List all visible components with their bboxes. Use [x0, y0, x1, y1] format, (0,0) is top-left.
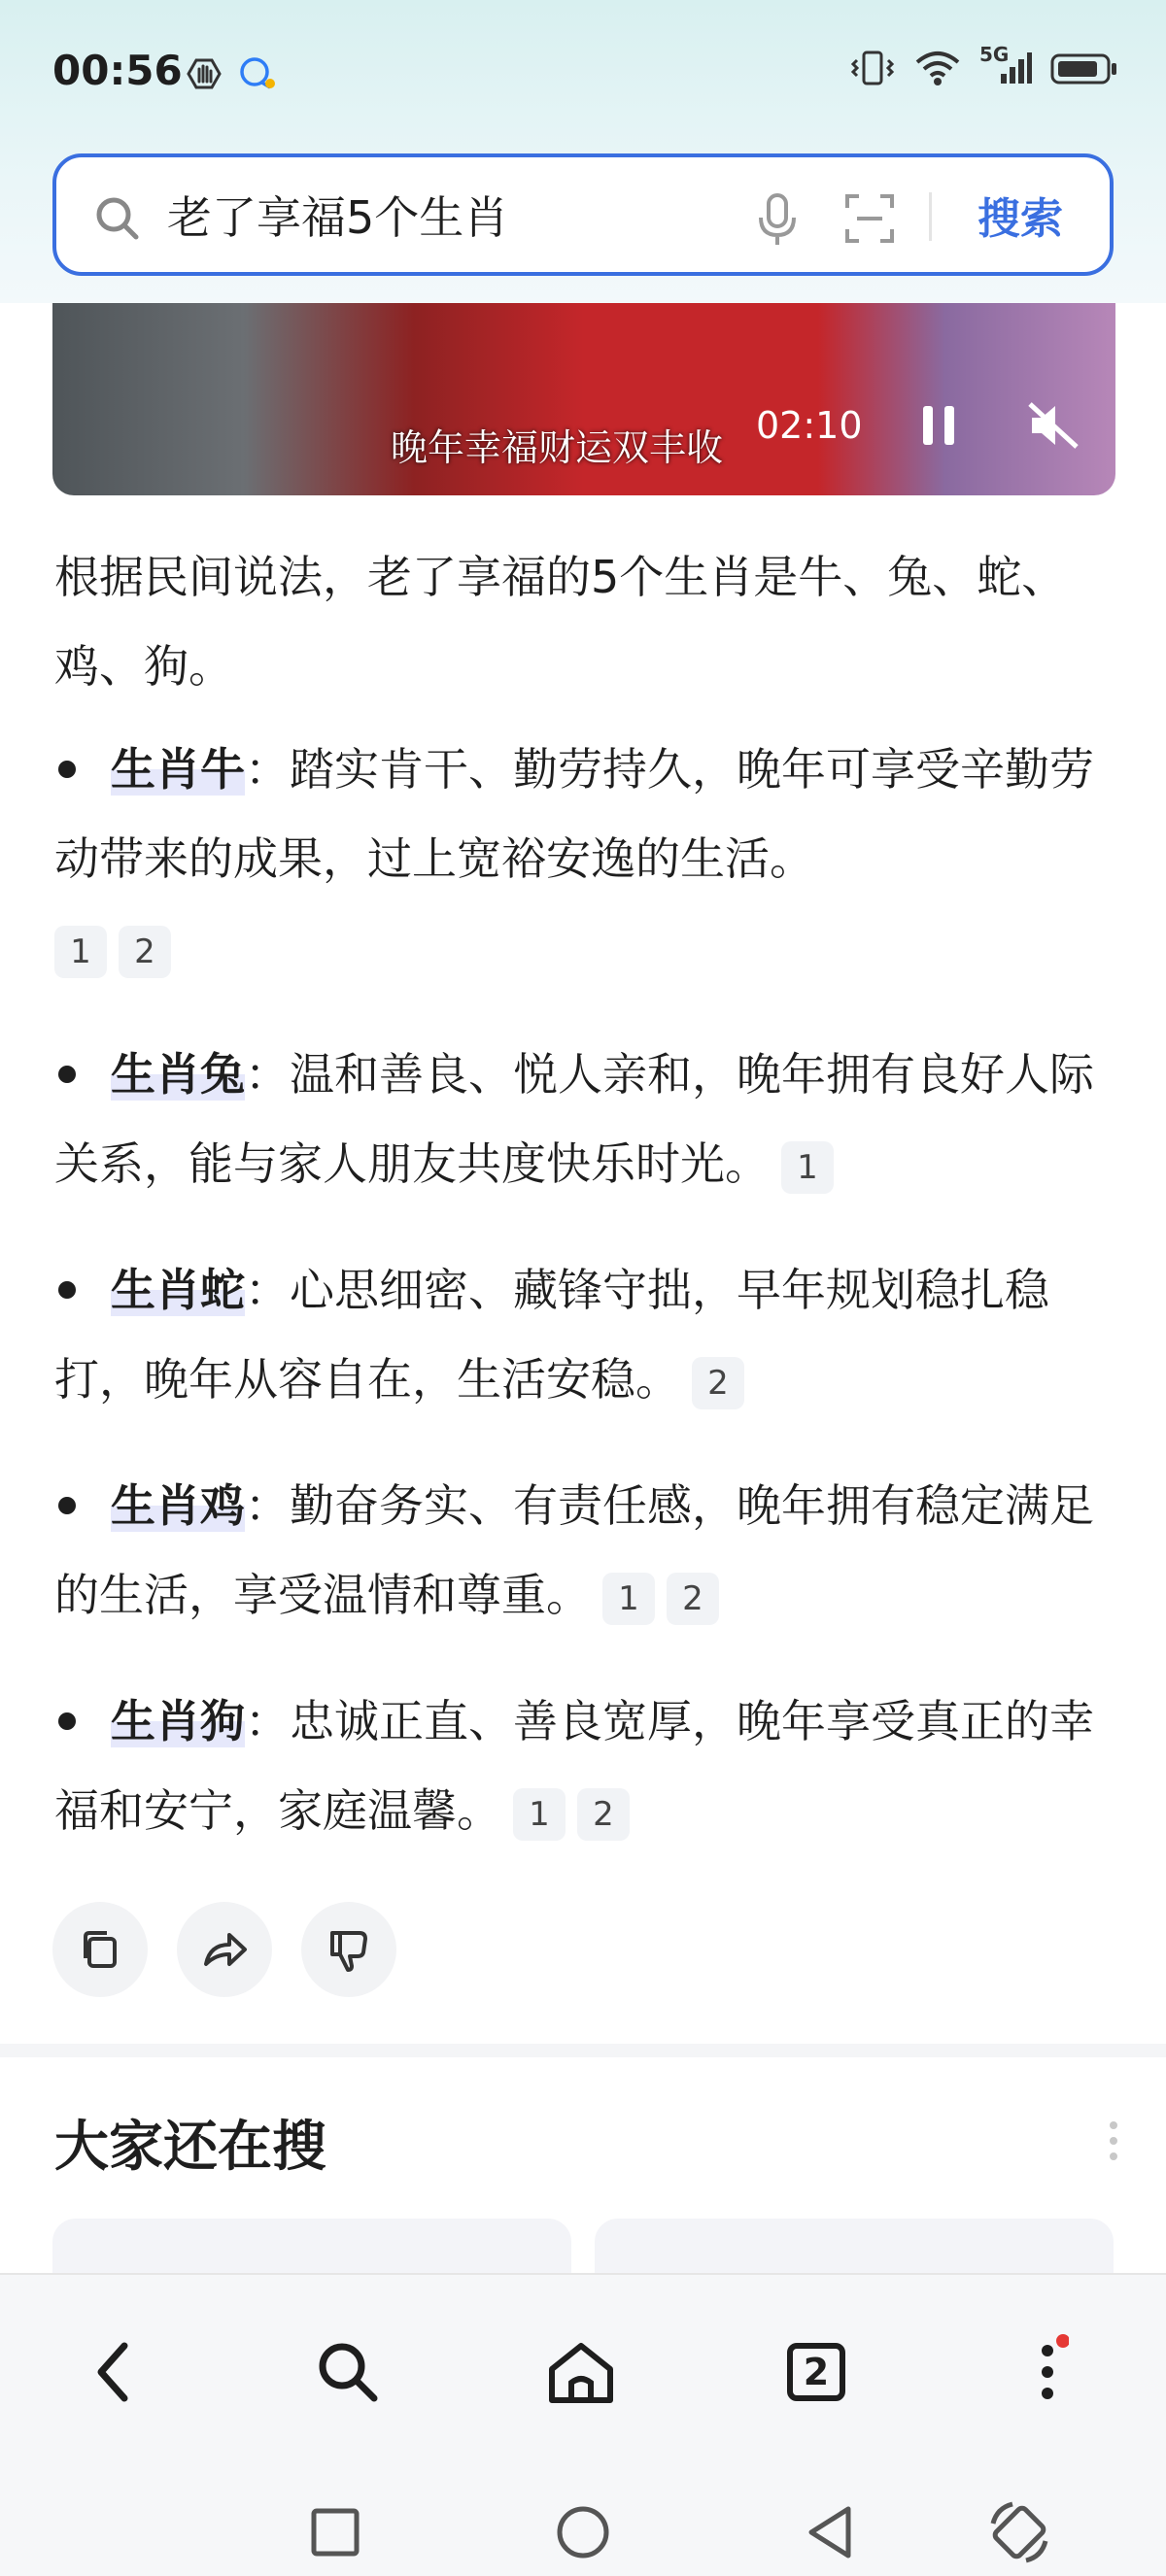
- square-icon: [308, 2505, 362, 2559]
- pause-icon[interactable]: [911, 398, 966, 457]
- status-bar: [0, 0, 1166, 146]
- item-term[interactable]: 生肖蛇: [111, 1264, 245, 1316]
- section-divider: [0, 2044, 1166, 2057]
- wifi-icon: [913, 49, 962, 91]
- search-input[interactable]: 老了享福5个生肖: [167, 191, 509, 244]
- citation-badge[interactable]: 1: [781, 1141, 834, 1194]
- search-icon: [314, 2338, 382, 2406]
- ai-answer: [54, 532, 1114, 1892]
- answer-actions: [52, 1902, 396, 1997]
- status-time: 00:56: [52, 47, 183, 94]
- circle-icon: [554, 2503, 612, 2561]
- list-item: [54, 1461, 1114, 1640]
- item-text: ：温和善良、悦人亲和，晚年拥有良好人际关系，能与家人朋友共度快乐时光。: [54, 1048, 1094, 1190]
- vibrate-icon: [849, 49, 896, 91]
- system-home-button[interactable]: [539, 2489, 627, 2576]
- search-divider: [929, 192, 932, 241]
- tab-count: 2: [787, 2343, 845, 2401]
- triangle-back-icon: [804, 2503, 858, 2561]
- item-text: ：踏实肯干、勤劳持久，晚年可享受辛勤劳动带来的成果，过上宽裕安逸的生活。: [54, 743, 1094, 885]
- list-item: [54, 1677, 1114, 1855]
- item-text: ：勤奋务实、有责任感，晚年拥有稳定满足的生活，享受温情和尊重。: [54, 1479, 1094, 1621]
- share-button[interactable]: [177, 1902, 272, 1997]
- item-term[interactable]: 生肖牛: [111, 743, 245, 796]
- citation-badge[interactable]: 2: [119, 926, 171, 978]
- search-button[interactable]: 搜索: [977, 194, 1063, 244]
- home-icon: [544, 2338, 618, 2406]
- home-button[interactable]: [532, 2323, 630, 2421]
- related-searches-title: 大家还在搜: [54, 2116, 326, 2179]
- status-indicators: [849, 43, 1119, 91]
- back-icon: [86, 2338, 144, 2406]
- bullet-dot: [58, 1497, 76, 1514]
- item-term[interactable]: 生肖狗: [111, 1695, 245, 1747]
- hand-icon: [183, 54, 225, 93]
- menu-button[interactable]: [1001, 2323, 1098, 2421]
- item-term[interactable]: 生肖兔: [111, 1048, 245, 1101]
- more-vertical-icon: [1030, 2333, 1069, 2411]
- list-item: [54, 725, 1114, 993]
- bullet-dot: [58, 761, 76, 778]
- citation-badge[interactable]: 2: [667, 1573, 719, 1625]
- tabs-button[interactable]: [768, 2323, 865, 2421]
- recents-button[interactable]: [292, 2489, 379, 2576]
- search-bar[interactable]: [52, 153, 1114, 276]
- mute-icon[interactable]: [1024, 398, 1082, 457]
- system-back-button[interactable]: [787, 2489, 874, 2576]
- rotate-icon: [985, 2498, 1053, 2566]
- citation-badge[interactable]: 2: [692, 1357, 744, 1409]
- citation-badge[interactable]: 1: [513, 1788, 566, 1841]
- back-button[interactable]: [66, 2323, 163, 2421]
- answer-intro: 根据民间说法，老了享福的5个生肖是牛、兔、蛇、鸡、狗。: [54, 551, 1067, 693]
- citation-badge[interactable]: 1: [54, 926, 107, 978]
- search-nav-button[interactable]: [299, 2323, 396, 2421]
- list-item: [54, 1245, 1114, 1424]
- bullet-dot: [58, 1712, 76, 1730]
- chat-app-icon: [237, 54, 280, 93]
- video-duration: 02:10: [756, 404, 863, 447]
- thumbs-down-icon: [325, 1925, 373, 1974]
- search-icon: [93, 194, 142, 247]
- scan-icon[interactable]: [843, 192, 896, 249]
- item-text: ：心思细密、藏锋守拙，早年规划稳扎稳打，晚年从容自在，生活安稳。: [54, 1264, 1049, 1406]
- rotate-button[interactable]: [976, 2489, 1063, 2576]
- battery-icon: [1049, 49, 1119, 91]
- dislike-button[interactable]: [301, 1902, 396, 1997]
- citation-badge[interactable]: 2: [577, 1788, 630, 1841]
- copy-icon: [76, 1925, 124, 1974]
- browser-bottom-bar: [0, 2273, 1166, 2576]
- item-text: ：忠诚正直、善良宽厚，晚年享受真正的幸福和安宁，家庭温馨。: [54, 1695, 1094, 1837]
- share-icon: [200, 1925, 249, 1974]
- bullet-dot: [58, 1066, 76, 1083]
- item-term[interactable]: 生肖鸡: [111, 1479, 245, 1532]
- list-item: [54, 1030, 1114, 1208]
- copy-button[interactable]: [52, 1902, 148, 1997]
- more-options-icon[interactable]: [1106, 2118, 1121, 2168]
- video-caption: 晚年幸福财运双丰收: [391, 426, 724, 469]
- signal-icon: [979, 43, 1032, 91]
- microphone-icon[interactable]: [756, 192, 799, 251]
- header: [0, 0, 1166, 303]
- bullet-dot: [58, 1281, 76, 1299]
- network-label: 5G: [979, 43, 1010, 66]
- video-player[interactable]: [52, 303, 1115, 495]
- citation-badge[interactable]: 1: [602, 1573, 655, 1625]
